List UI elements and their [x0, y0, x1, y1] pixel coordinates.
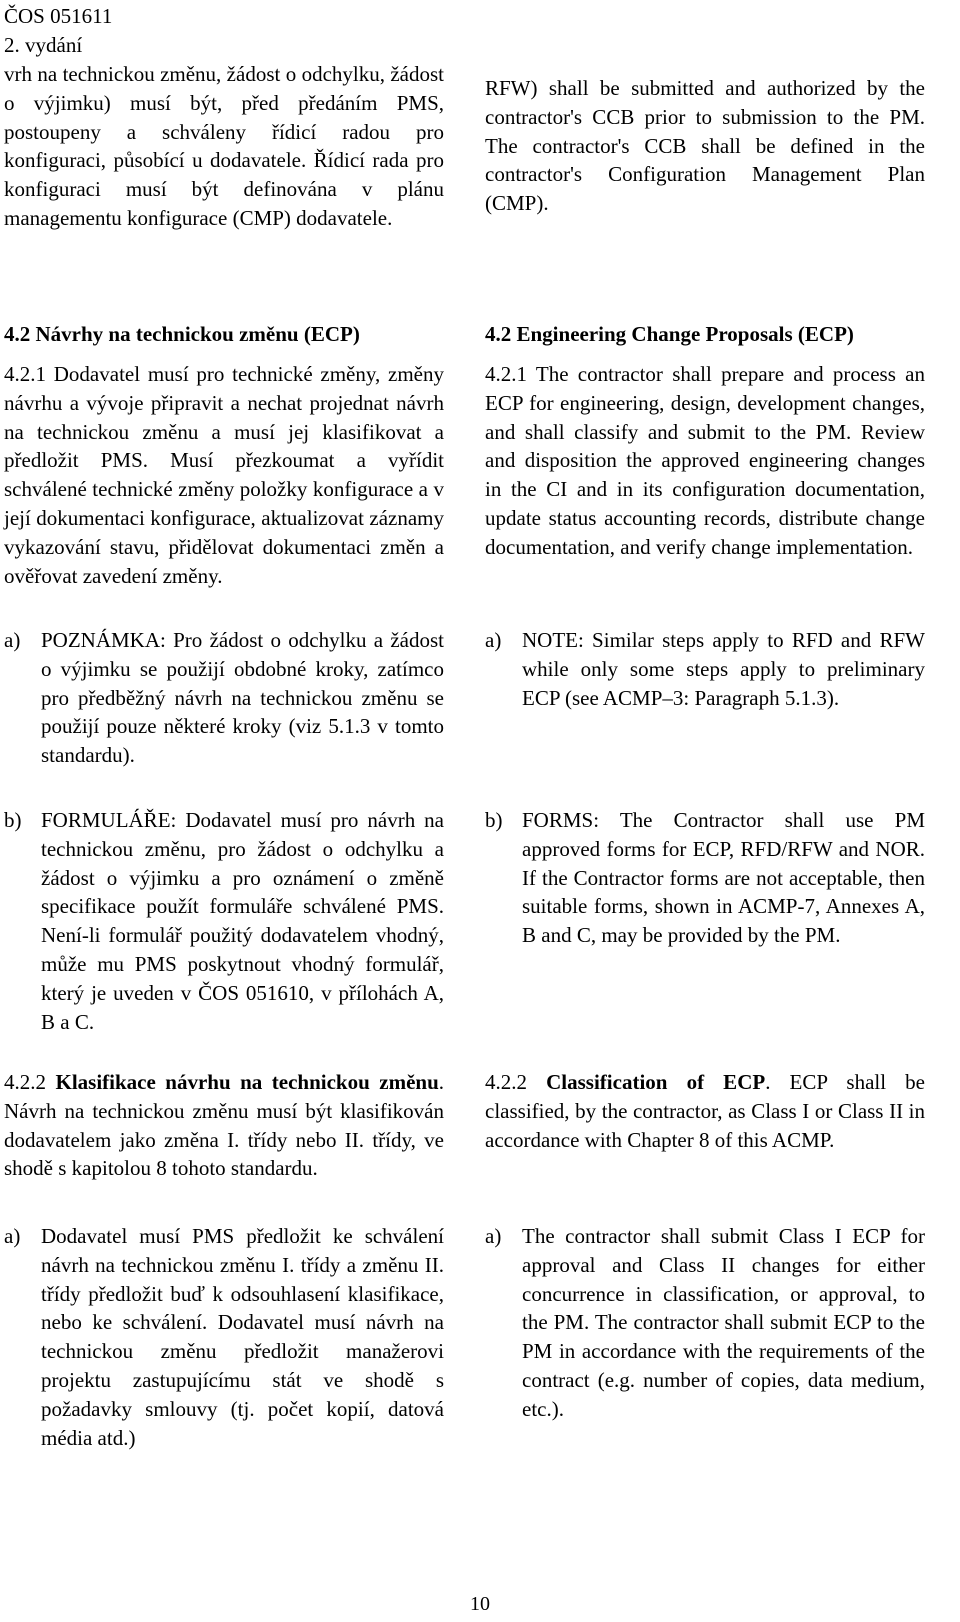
list-marker: b) — [4, 808, 22, 832]
document-id: ČOS 051611 — [4, 4, 113, 28]
intro-paragraph-cz: vrh na technickou změnu, žádost o odchylku, žádost o výjimku) musí být, před předáním PMS, postoupeny a schváleny řídicí radou pro konfiguraci, působící u dodavatele. Řídicí rada pro konfiguraci musí být definována v plánu managementu konfigurace (CMP) dodavatele. — [4, 62, 444, 230]
list-marker: a) — [485, 628, 502, 652]
list-marker: a) — [485, 1224, 502, 1248]
list-item-forms-cz — [4, 806, 444, 1036]
list-item-text: The contractor shall submit Class I ECP for approval and Class II changes for either concurrence in classification, or approval, to the PM. The contractor shall submit ECP to the PM in accordance with the requirements of the contract (e.g. number of copies, data medium, etc.). — [522, 1224, 925, 1421]
list-item-text: FORMS: The Contractor shall use PM approved forms for ECP, RFD/RFW and NOR. If the Contractor forms are not acceptable, then suitable forms, shown in ACMP-7, Annexes A, B and C, may be provided by the PM. — [522, 808, 925, 948]
list-item-text: POZNÁMKA: Pro žádost o odchylku a žádost o výjimku se použijí obdobné kroky, zatímco pro předběžný návrh na technickou změnu se použijí pouze některé kroky (viz 5.1.3 v tomto standardu). — [41, 628, 444, 768]
paragraph-number: 4.2.2 — [485, 1070, 527, 1094]
paragraph-4-2-2-cz — [4, 1068, 444, 1183]
section-heading-cz: 4.2 Návrhy na technickou změnu (ECP) — [4, 322, 360, 346]
section-heading-en: 4.2 Engineering Change Proposals (ECP) — [485, 322, 854, 346]
page-header — [4, 2, 112, 60]
list-item-submit-en — [485, 1222, 925, 1424]
paragraph-title: Klasifikace návrhu na technickou změnu — [55, 1070, 439, 1094]
list-marker: a) — [4, 1224, 21, 1248]
paragraph-text: . Návrh na technickou změnu musí být klasifikován dodavatelem jako změna I. třídy nebo II. třídy, ve shodě s kapitolou 8 tohoto standardu. — [4, 1070, 444, 1181]
list-item-text: FORMULÁŘE: Dodavatel musí pro návrh na technickou změnu, pro žádost o odchylku a žádost o výjimku a pro oznámení o změně specifikace použít formuláře schválené PMS. Není-li formulář použitý dodavatelem vhodný, může mu PMS poskytnout vhodný formulář, který je uveden v ČOS 051610, v přílohách A, B a C. — [41, 808, 444, 1034]
list-item-submit-cz — [4, 1222, 444, 1452]
list-item-text: NOTE: Similar steps apply to RFD and RFW while only some steps apply to preliminary ECP (see ACMP–3: Paragraph 5.1.3). — [522, 628, 925, 710]
list-item-note-cz — [4, 626, 444, 770]
paragraph-text: . ECP shall be classified, by the contractor, as Class I or Class II in accordance with Chapter 8 of this ACMP. — [485, 1070, 926, 1152]
list-item-text: Dodavatel musí PMS předložit ke schválení návrh na technickou změnu I. třídy a změnu II. třídy předložit buď k odsouhlasení klasifikace, nebo ke schválení. Dodavatel musí návrh na technickou změnu předložit manažerovi projektu zastupujícímu stát ve shodě s požadavky smlouvy (tj. počet kopií, datová média atd.) — [41, 1224, 444, 1450]
edition-label: 2. vydání — [4, 33, 83, 57]
paragraph-4-2-1-en: 4.2.1 The contractor shall prepare and process an ECP for engineering, design, development changes, and shall classify and submit to the PM. Review and disposition the approved engineering changes in the CI and in its configuration documentation, update status accounting records, distribute change documentation, and verify change implementation. — [485, 362, 925, 559]
paragraph-4-2-1-cz: 4.2.1 Dodavatel musí pro technické změny, změny návrhu a vývoje připravit a nechat projednat návrh na technickou změnu a musí jej klasifikovat a předložit PMS. Musí přezkoumat a vyřídit schválené technické změny položky konfigurace a v její dokumentaci konfigurace, aktualizovat záznamy vykazování stavu, přidělovat dokumentaci změn a ověřovat zavedení změny. — [4, 362, 444, 588]
paragraph-title: Classification of ECP — [546, 1070, 766, 1094]
intro-paragraph-en: RFW) shall be submitted and authorized by the contractor's CCB prior to submission to the PM. The contractor's CCB shall be defined in the contractor's Configuration Management Plan (CMP). — [485, 76, 925, 216]
page-number: 10 — [470, 1593, 490, 1615]
list-item-note-en — [485, 626, 925, 712]
list-marker: b) — [485, 808, 503, 832]
list-marker: a) — [4, 628, 21, 652]
list-item-forms-en — [485, 806, 925, 950]
paragraph-4-2-2-en — [485, 1068, 925, 1154]
paragraph-number: 4.2.2 — [4, 1070, 46, 1094]
